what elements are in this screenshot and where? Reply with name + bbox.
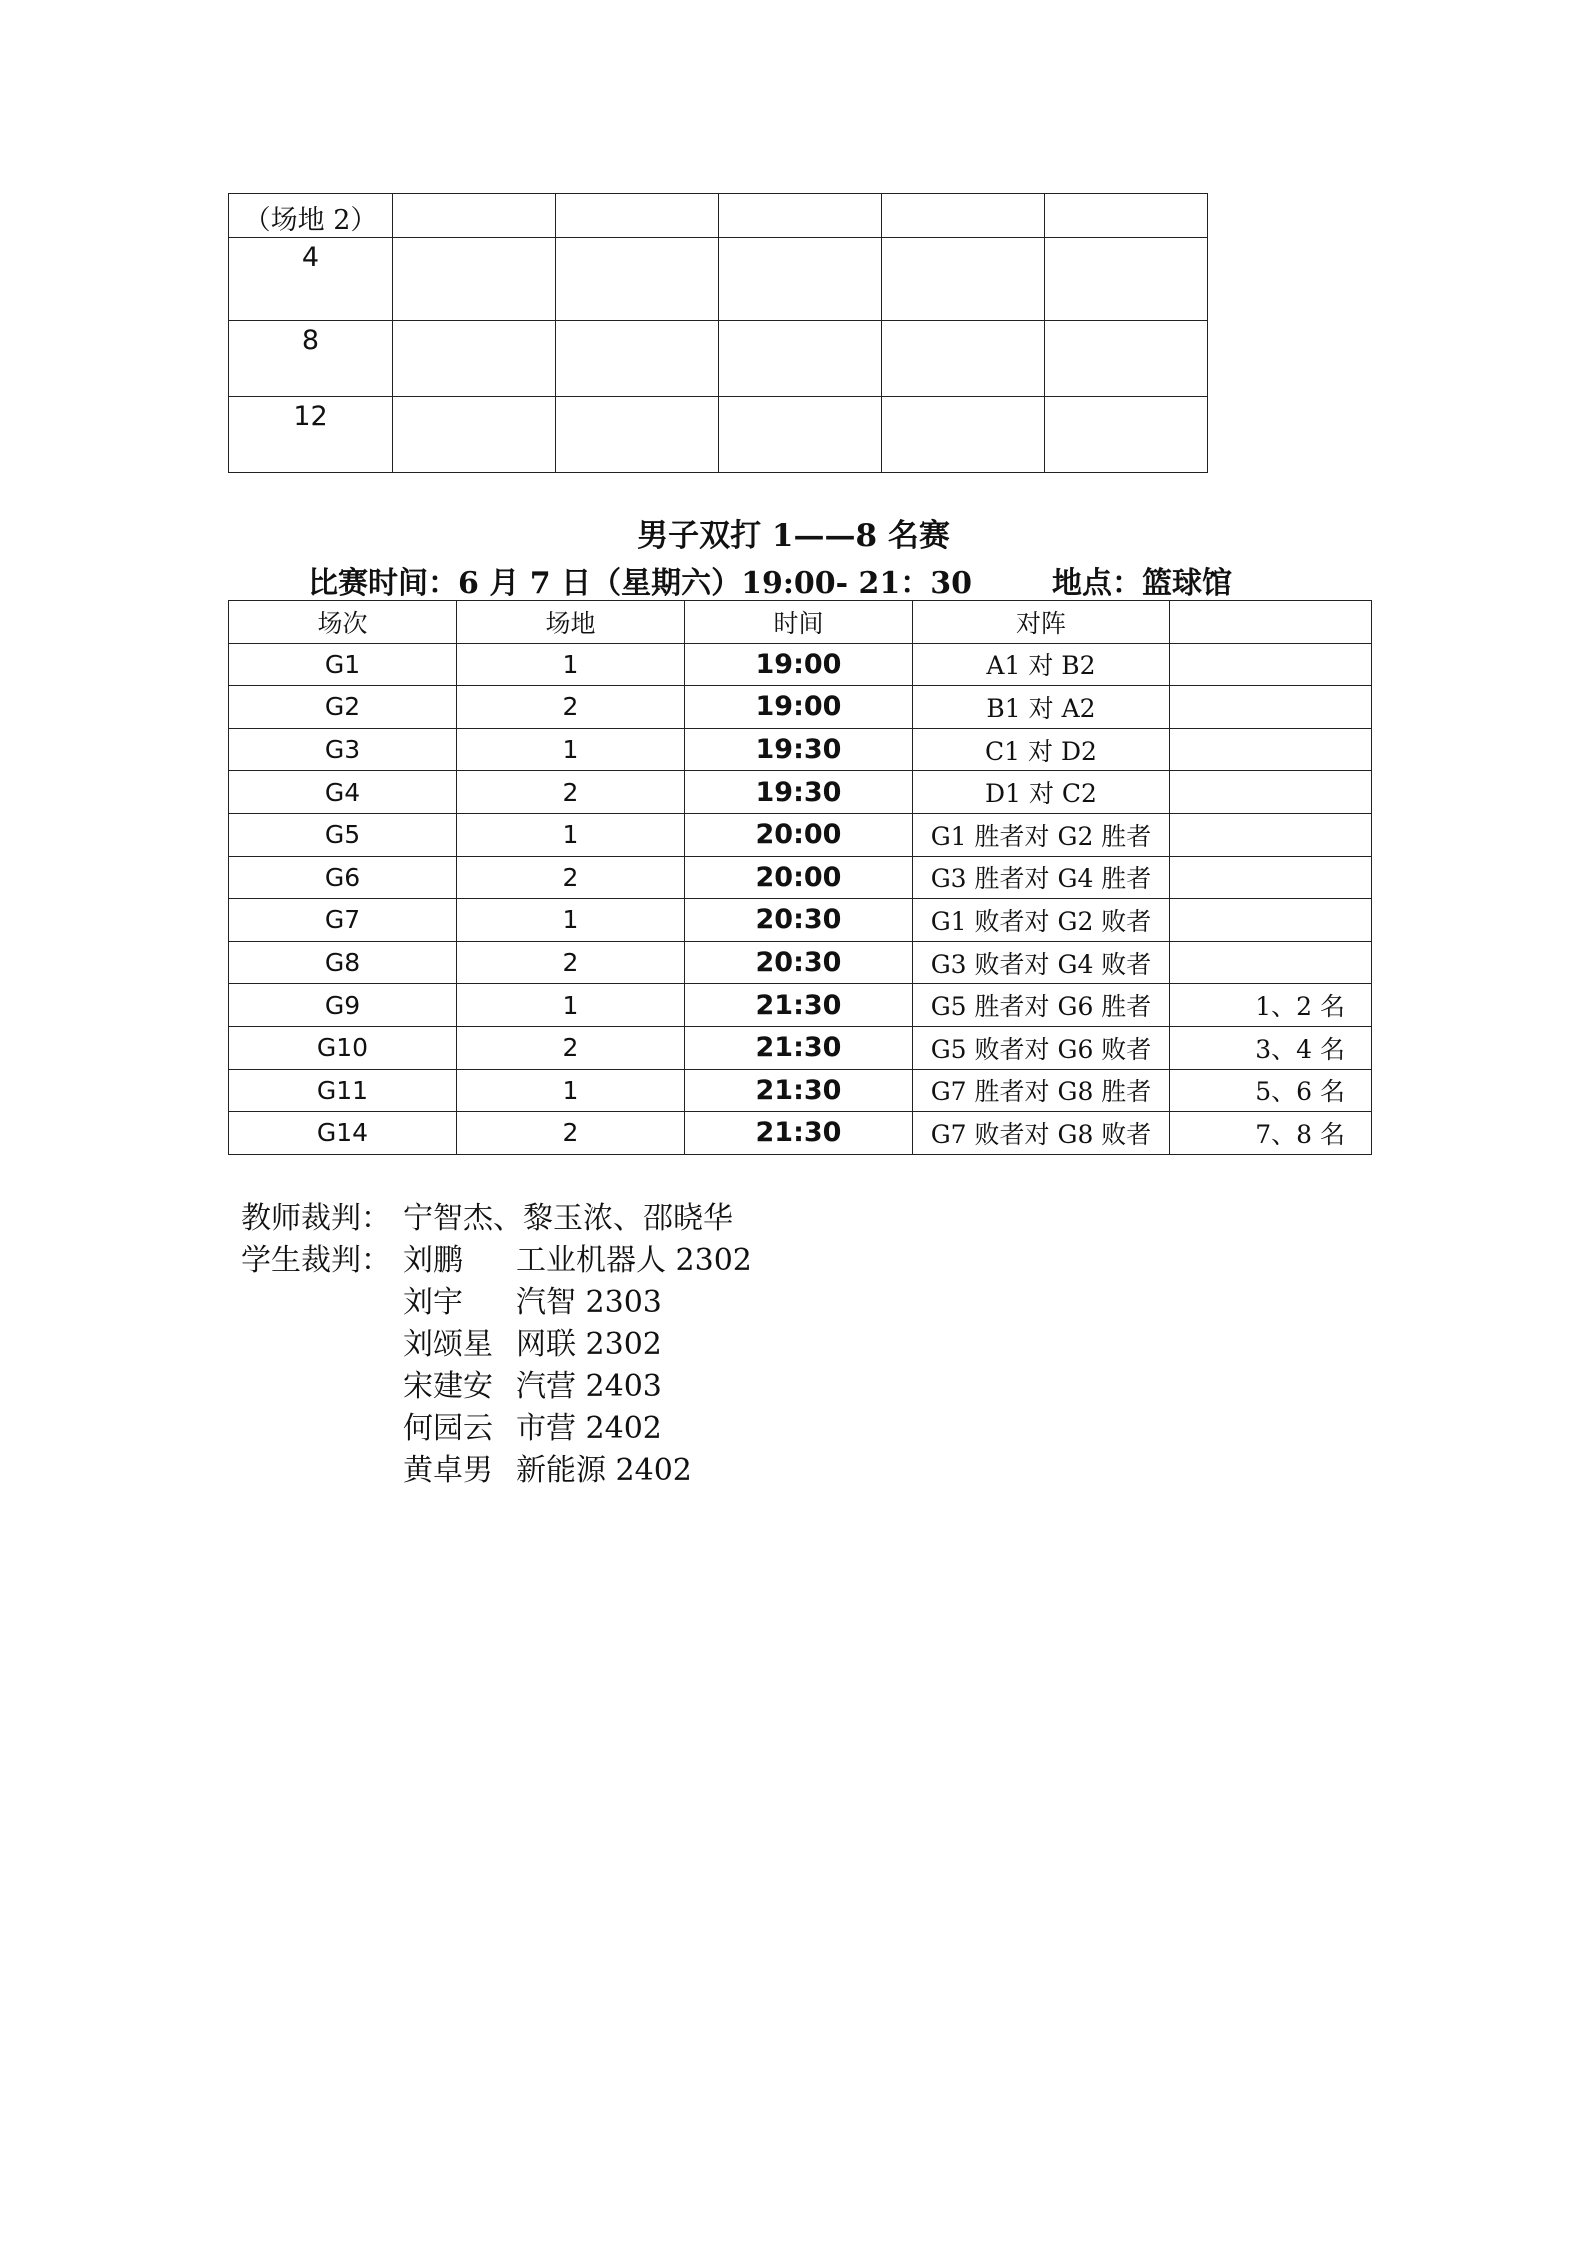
student-referee-row <box>241 1408 752 1450</box>
time-cell: 20:00 <box>685 856 913 899</box>
row-number: 12 <box>293 401 328 432</box>
time-cell: 20:30 <box>685 899 913 942</box>
pairing-cell: G1 胜者对 G2 胜者 <box>913 813 1170 856</box>
pairing-cell: B1 对 A2 <box>913 686 1170 729</box>
match-cell: G14 <box>229 1112 457 1155</box>
student-referee-row <box>241 1282 752 1324</box>
note-cell <box>1170 643 1372 686</box>
student-referee-label <box>241 1324 403 1366</box>
header-pairing: 对阵 <box>913 601 1170 644</box>
pairing-cell: G7 胜者对 G8 胜者 <box>913 1069 1170 1112</box>
court-cell: 1 <box>457 899 685 942</box>
table-cell <box>719 194 882 238</box>
student-referee-name: 刘颂星 <box>403 1327 493 1362</box>
referees-section <box>241 1198 752 1492</box>
student-referee-label <box>241 1408 403 1450</box>
court-cell: 1 <box>457 813 685 856</box>
table-cell <box>393 238 556 321</box>
student-referee-label: 学生裁判： <box>241 1243 391 1278</box>
match-cell: G7 <box>229 899 457 942</box>
teacher-referee-label: 教师裁判： <box>241 1201 391 1236</box>
table-row <box>229 1112 1372 1155</box>
time-cell: 21:30 <box>685 984 913 1027</box>
student-referee-class: 市营 2402 <box>516 1411 662 1446</box>
table-row <box>229 643 1372 686</box>
table-cell <box>882 397 1045 473</box>
student-referee-name: 黄卓男 <box>403 1453 493 1488</box>
time-cell: 19:00 <box>685 686 913 729</box>
table-cell <box>393 397 556 473</box>
schedule-table <box>228 600 1372 1155</box>
pairing-cell: G1 败者对 G2 败者 <box>913 899 1170 942</box>
schedule-body <box>229 643 1372 1154</box>
table-cell <box>1045 397 1208 473</box>
header-court: 场地 <box>457 601 685 644</box>
pairing-cell: G3 败者对 G4 败者 <box>913 941 1170 984</box>
header-match: 场次 <box>229 601 457 644</box>
court-cell: 2 <box>457 1112 685 1155</box>
court-cell: 1 <box>457 643 685 686</box>
table-cell <box>556 397 719 473</box>
note-cell <box>1170 899 1372 942</box>
student-referee-row <box>241 1240 752 1282</box>
note-cell <box>1170 728 1372 771</box>
time-cell: 19:00 <box>685 643 913 686</box>
table-cell <box>719 397 882 473</box>
student-referee-class: 汽智 2303 <box>516 1285 662 1320</box>
table-row <box>229 941 1372 984</box>
time-cell: 19:30 <box>685 771 913 814</box>
page-title: 男子双打 1——8 名赛 <box>637 518 950 554</box>
pairing-cell: G7 败者对 G8 败者 <box>913 1112 1170 1155</box>
pairing-cell: D1 对 C2 <box>913 771 1170 814</box>
student-referees <box>241 1240 752 1492</box>
court-cell: 1 <box>457 984 685 1027</box>
student-referee-label <box>241 1450 403 1492</box>
table-row <box>229 899 1372 942</box>
header-note <box>1170 601 1372 644</box>
court-cell: 1 <box>457 1069 685 1112</box>
court-label: （场地 2） <box>243 205 378 236</box>
time-cell: 21:30 <box>685 1112 913 1155</box>
header-time: 时间 <box>685 601 913 644</box>
table-cell <box>556 194 719 238</box>
table-cell <box>882 194 1045 238</box>
court-cell: 2 <box>457 856 685 899</box>
student-referee-name: 宋建安 <box>403 1369 493 1404</box>
pairing-cell: G5 败者对 G6 败者 <box>913 1026 1170 1069</box>
table-cell <box>882 321 1045 397</box>
match-cell: G5 <box>229 813 457 856</box>
student-referee-row <box>241 1366 752 1408</box>
student-referee-class: 工业机器人 2302 <box>516 1243 752 1278</box>
pairing-cell: C1 对 D2 <box>913 728 1170 771</box>
student-referee-label <box>241 1282 403 1324</box>
court-cell: 2 <box>457 1026 685 1069</box>
row-number: 8 <box>301 325 320 356</box>
note-cell: 7、8 名 <box>1170 1112 1372 1155</box>
student-referee-row <box>241 1450 752 1492</box>
student-referee-label <box>241 1366 403 1408</box>
note-cell <box>1170 856 1372 899</box>
match-cell: G11 <box>229 1069 457 1112</box>
pairing-cell: G5 胜者对 G6 胜者 <box>913 984 1170 1027</box>
table-row <box>229 686 1372 729</box>
time-cell: 20:00 <box>685 813 913 856</box>
pairing-cell: A1 对 B2 <box>913 643 1170 686</box>
table-cell <box>1045 238 1208 321</box>
table-cell <box>229 397 393 473</box>
table-header-row <box>229 601 1372 644</box>
table-cell <box>1045 194 1208 238</box>
note-cell <box>1170 813 1372 856</box>
note-cell: 5、6 名 <box>1170 1069 1372 1112</box>
teacher-referees <box>241 1198 752 1240</box>
court-cell: 2 <box>457 686 685 729</box>
table-row <box>229 771 1372 814</box>
row-number: 4 <box>301 242 320 273</box>
note-cell: 1、2 名 <box>1170 984 1372 1027</box>
table-row <box>229 984 1372 1027</box>
table-cell <box>229 321 393 397</box>
note-cell: 3、4 名 <box>1170 1026 1372 1069</box>
table-row <box>229 194 1208 238</box>
time-cell: 21:30 <box>685 1069 913 1112</box>
time-cell: 20:30 <box>685 941 913 984</box>
table-row <box>229 321 1208 397</box>
match-cell: G9 <box>229 984 457 1027</box>
table-cell <box>556 321 719 397</box>
table-cell <box>229 194 393 238</box>
match-cell: G3 <box>229 728 457 771</box>
court-cell: 2 <box>457 941 685 984</box>
student-referee-class: 网联 2302 <box>516 1327 662 1362</box>
match-cell: G6 <box>229 856 457 899</box>
match-cell: G2 <box>229 686 457 729</box>
pairing-cell: G3 胜者对 G4 胜者 <box>913 856 1170 899</box>
student-referee-class: 新能源 2402 <box>516 1453 692 1488</box>
table-row <box>229 813 1372 856</box>
student-referee-name: 何园云 <box>403 1411 493 1446</box>
table-row <box>229 1069 1372 1112</box>
note-cell <box>1170 941 1372 984</box>
match-time: 比赛时间：6 月 7 日（星期六）19:00- 21：30 <box>308 566 973 601</box>
court-cell: 1 <box>457 728 685 771</box>
table-row <box>229 397 1208 473</box>
table-cell <box>556 238 719 321</box>
match-venue: 地点：篮球馆 <box>1052 566 1232 601</box>
table-cell <box>719 321 882 397</box>
table-row <box>229 856 1372 899</box>
student-referee-name: 刘鹏 <box>403 1243 463 1278</box>
student-referee-class: 汽营 2403 <box>516 1369 662 1404</box>
student-referee-name: 刘宇 <box>403 1285 463 1320</box>
table-cell <box>393 194 556 238</box>
court-cell: 2 <box>457 771 685 814</box>
table-cell <box>1045 321 1208 397</box>
table-cell <box>393 321 556 397</box>
time-cell: 21:30 <box>685 1026 913 1069</box>
match-cell: G4 <box>229 771 457 814</box>
match-cell: G1 <box>229 643 457 686</box>
table-cell <box>229 238 393 321</box>
court-2-table <box>228 193 1208 473</box>
table-row <box>229 1026 1372 1069</box>
table-cell <box>882 238 1045 321</box>
match-cell: G10 <box>229 1026 457 1069</box>
table-row <box>229 728 1372 771</box>
note-cell <box>1170 686 1372 729</box>
note-cell <box>1170 771 1372 814</box>
match-cell: G8 <box>229 941 457 984</box>
teacher-referee-names: 宁智杰、黎玉浓、邵晓华 <box>403 1201 733 1236</box>
student-referee-row <box>241 1324 752 1366</box>
time-cell: 19:30 <box>685 728 913 771</box>
table-row <box>229 238 1208 321</box>
table-cell <box>719 238 882 321</box>
